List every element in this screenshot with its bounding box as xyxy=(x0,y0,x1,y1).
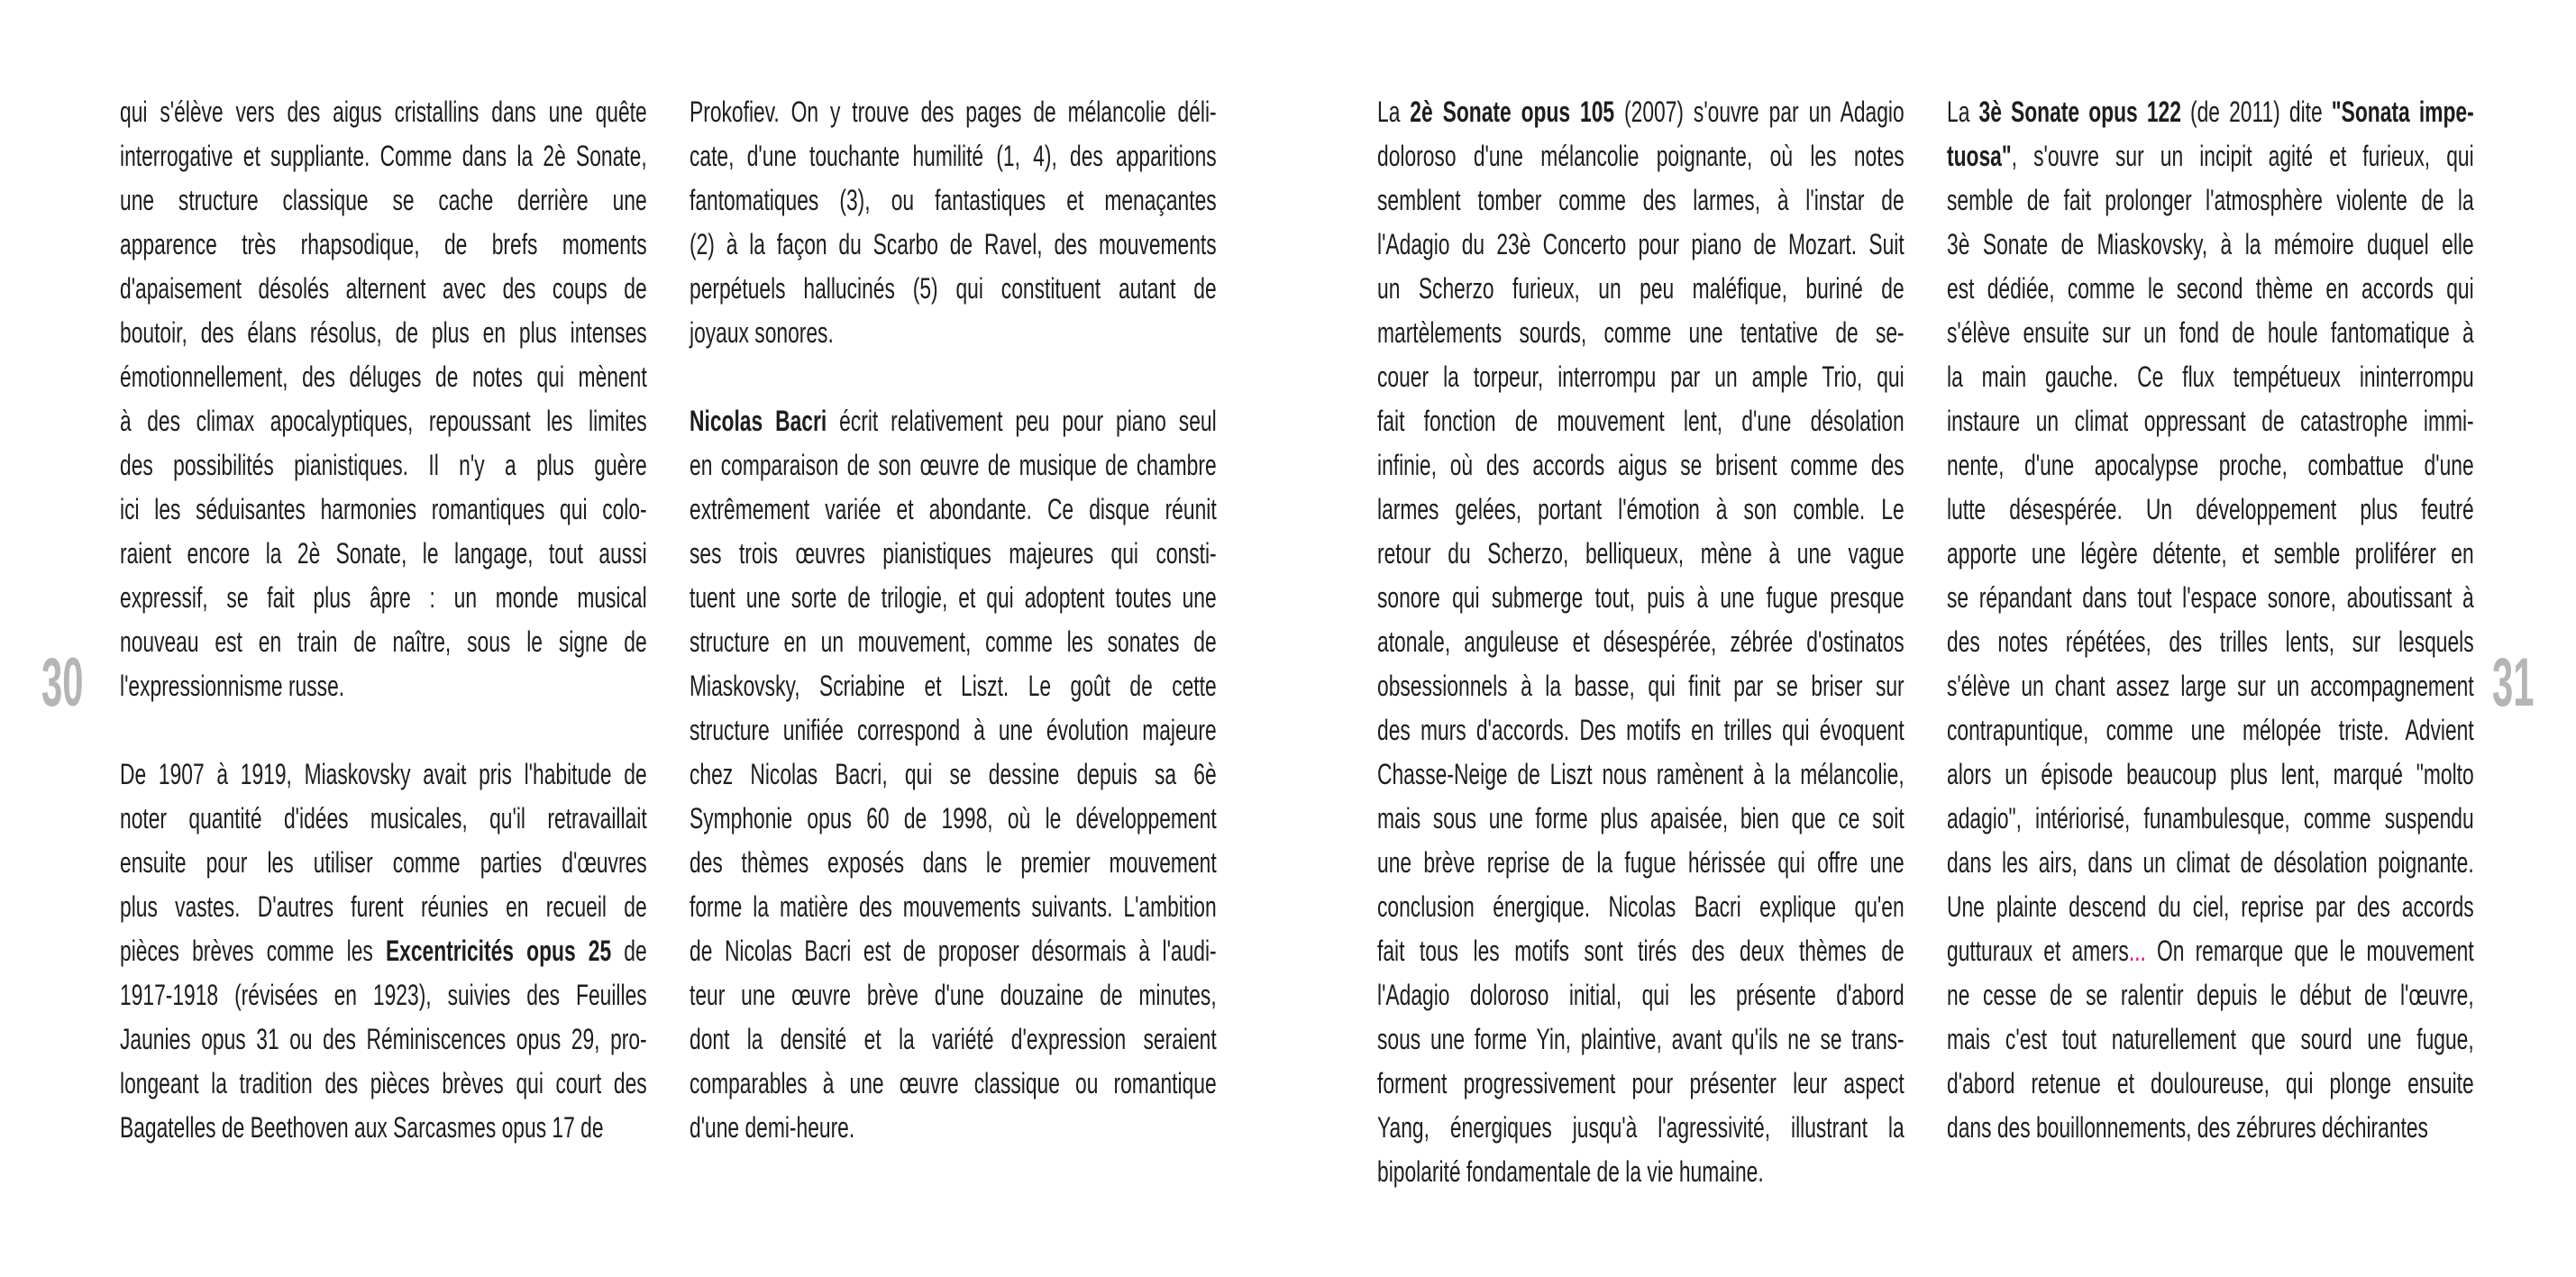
text-line: La 2è Sonate opus 105 (2007) s'ouvre par un Adagio xyxy=(1377,96,1905,128)
text-line: extrêmement variée et abondante. Ce disque réunit xyxy=(690,493,1217,525)
text-line: apparence très rhapsodique, de brefs moments xyxy=(120,228,647,260)
text-line: Symphonie opus 60 de 1998, où le développement xyxy=(690,802,1217,835)
text-line: Yang, énergiques jusqu'à l'agressivité, illustrant la xyxy=(1377,1111,1905,1144)
text-line: l'expressionnisme russe. xyxy=(120,670,345,702)
text-line: structure unifiée correspond à une évolution majeure xyxy=(690,714,1217,746)
text-line: ses trois œuvres pianistiques majeures qui consti- xyxy=(690,537,1217,570)
text-line: martèlements sourds, comme une tentative de se- xyxy=(1377,316,1905,349)
text-line: des notes répétées, des trilles lents, sur lesquels xyxy=(1947,625,2474,658)
text-line: une brève reprise de la fugue hérissée qui offre une xyxy=(1377,846,1905,879)
text-line: (2) à la façon du Scarbo de Ravel, des mouvements xyxy=(690,228,1217,260)
text-line: un Scherzo furieux, un peu maléfique, buriné de xyxy=(1377,272,1905,305)
text-line: contrapuntique, comme une mélopée triste. Advient xyxy=(1947,714,2474,746)
paragraph xyxy=(1947,90,2474,1150)
text-line: forme la matière des mouvements suivants. L'ambition xyxy=(690,890,1217,923)
text-line: forment progressivement pour présenter leur aspect xyxy=(1377,1067,1905,1099)
text-line: des thèmes exposés dans le premier mouvement xyxy=(690,846,1217,879)
text-line: une structure classique se cache derrière une xyxy=(120,184,647,216)
text-line: dont la densité et la variété d'expression seraient xyxy=(690,1023,1217,1055)
text-column-2-content xyxy=(690,90,1217,1150)
paragraph xyxy=(690,399,1217,1150)
text-line: larmes gelées, portant l'émotion à son comble. Le xyxy=(1377,493,1905,525)
text-line: semble de fait prolonger l'atmosphère violente de la xyxy=(1947,184,2474,216)
text-line: sous une forme Yin, plaintive, avant qu'ils ne se trans- xyxy=(1377,1023,1905,1055)
text-column-3-content xyxy=(1377,90,1905,1194)
text-line: s'élève un chant assez large sur un accompagnement xyxy=(1947,670,2474,702)
text-line: semblent tomber comme des larmes, à l'instar de xyxy=(1377,184,1905,216)
text-line: La 3è Sonate opus 122 (de 2011) dite "Sonata impe- xyxy=(1947,96,2474,128)
text-line: de Nicolas Bacri est de proposer désormais à l'audi- xyxy=(690,935,1217,967)
text-line: noter quantité d'idées musicales, qu'il retravaillait xyxy=(120,802,647,835)
text-column-4-content xyxy=(1947,90,2474,1150)
text-line: teur une œuvre brève d'une douzaine de minutes, xyxy=(690,979,1217,1011)
text-line: Bagatelles de Beethoven aux Sarcasmes opus 17 de xyxy=(120,1111,604,1144)
text-line: Jaunies opus 31 ou des Réminiscences opus 29, pro- xyxy=(120,1023,647,1055)
text-line: Une plainte descend du ciel, reprise par des accords xyxy=(1947,890,2474,923)
text-line: tuosa", s'ouvre sur un incipit agité et furieux, qui xyxy=(1947,140,2474,172)
text-line: mais sous une forme plus apaisée, bien que ce soit xyxy=(1377,802,1905,835)
text-line: est dédiée, comme le second thème en accords qui xyxy=(1947,272,2474,305)
text-line: Prokofiev. On y trouve des pages de mélancolie déli- xyxy=(690,96,1217,128)
text-line: plus vastes. D'autres furent réunies en recueil de xyxy=(120,890,647,923)
text-line: interrogative et suppliante. Comme dans la 2è Sonate, xyxy=(120,140,647,172)
text-line: ici les séduisantes harmonies romantiques qui colo- xyxy=(120,493,647,525)
text-line: Miaskovsky, Scriabine et Liszt. Le goût de cette xyxy=(690,670,1217,702)
text-line: ensuite pour les utiliser comme parties d'œuvres xyxy=(120,846,647,879)
text-line: longeant la tradition des pièces brèves qui court des xyxy=(120,1067,647,1099)
text-line: en comparaison de son œuvre de musique de chambre xyxy=(690,449,1217,481)
text-line: s'élève ensuite sur un fond de houle fantomatique à xyxy=(1947,316,2474,349)
text-line: retour du Scherzo, belliqueux, mène à une vague xyxy=(1377,537,1905,570)
paragraph xyxy=(120,753,647,1150)
pink-ellipsis: ... xyxy=(2128,935,2146,967)
text-column-2 xyxy=(690,90,1217,1150)
text-line: qui s'élève vers des aigus cristallins dans une quête xyxy=(120,96,647,128)
text-line: sonore qui submerge tout, puis à une fugue presque xyxy=(1377,581,1905,614)
text-line: instaure un climat oppressant de catastrophe immi- xyxy=(1947,405,2474,437)
text-line: De 1907 à 1919, Miaskovsky avait pris l'habitude de xyxy=(120,758,647,790)
text-line: obsessionnels à la basse, qui finit par se briser sur xyxy=(1377,670,1905,702)
text-line: raient encore la 2è Sonate, le langage, tout aussi xyxy=(120,537,647,570)
text-column-1-content xyxy=(120,90,647,1150)
text-line: perpétuels hallucinés (5) qui constituent autant de xyxy=(690,272,1217,305)
text-line: des possibilités pianistiques. Il n'y a plus guère xyxy=(120,449,647,481)
text-line: couer la torpeur, interrompu par un ample Trio, qui xyxy=(1377,360,1905,393)
text-line: pièces brèves comme les Excentricités opus 25 de xyxy=(120,935,647,967)
text-line: dans les airs, dans un climat de désolation poignante. xyxy=(1947,846,2474,879)
text-line: se répandant dans tout l'espace sonore, aboutissant à xyxy=(1947,581,2474,614)
text-line: gutturaux et amers... On remarque que le mouvement xyxy=(1947,935,2474,967)
text-line: Nicolas Bacri écrit relativement peu pour piano seul xyxy=(690,405,1217,437)
text-line: structure en un mouvement, comme les sonates de xyxy=(690,625,1217,658)
text-line: joyaux sonores. xyxy=(690,316,834,349)
text-line: apporte une légère détente, et semble proliférer en xyxy=(1947,537,2474,570)
text-line: Chasse-Neige de Liszt nous ramènent à la mélancolie, xyxy=(1377,758,1905,790)
text-line: d'une demi-heure. xyxy=(690,1111,855,1144)
text-column-1 xyxy=(120,90,647,1150)
text-line: boutoir, des élans résolus, de plus en plus intenses xyxy=(120,316,647,349)
text-line: ne cesse de se ralentir depuis le début de l'œuvre, xyxy=(1947,979,2474,1011)
text-line: à des climax apocalyptiques, repoussant les limites xyxy=(120,405,647,437)
text-line: nouveau est en train de naître, sous le signe de xyxy=(120,625,647,658)
text-line: fait tous les motifs sont tirés des deux thèmes de xyxy=(1377,935,1905,967)
text-line: chez Nicolas Bacri, qui se dessine depuis sa 6è xyxy=(690,758,1217,790)
page-number-left: 30 xyxy=(41,644,84,721)
text-line: doloroso d'une mélancolie poignante, où les notes xyxy=(1377,140,1905,172)
text-line: expressif, se fait plus âpre : un monde musical xyxy=(120,581,647,614)
text-line: alors un épisode beaucoup plus lent, marqué "molto xyxy=(1947,758,2474,790)
text-line: émotionnellement, des déluges de notes qui mènent xyxy=(120,360,647,393)
text-line: nente, d'une apocalypse proche, combattue d'une xyxy=(1947,449,2474,481)
text-line: lutte désespérée. Un développement plus feutré xyxy=(1947,493,2474,525)
paragraph xyxy=(1377,90,1905,1194)
text-line: d'apaisement désolés alternent avec des coups de xyxy=(120,272,647,305)
paragraph xyxy=(120,90,647,708)
text-line: comparables à une œuvre classique ou romantique xyxy=(690,1067,1217,1099)
text-line: atonale, anguleuse et désespérée, zébrée d'ostinatos xyxy=(1377,625,1905,658)
text-column-3 xyxy=(1377,90,1905,1194)
text-line: fait fonction de mouvement lent, d'une désolation xyxy=(1377,405,1905,437)
text-line: l'Adagio doloroso initial, qui les présente d'abord xyxy=(1377,979,1905,1011)
text-line: 1917-1918 (révisées en 1923), suivies des Feuilles xyxy=(120,979,647,1011)
text-line: des murs d'accords. Des motifs en trilles qui évoquent xyxy=(1377,714,1905,746)
text-line: fantomatiques (3), ou fantastiques et menaçantes xyxy=(690,184,1217,216)
paragraph xyxy=(690,90,1217,355)
page-number-right: 31 xyxy=(2492,644,2535,721)
text-line: infinie, où des accords aigus se brisent comme des xyxy=(1377,449,1905,481)
text-column-4 xyxy=(1947,90,2474,1150)
text-line: dans des bouillonnements, des zébrures déchirantes xyxy=(1947,1111,2428,1144)
text-line: adagio", intériorisé, funambulesque, comme suspendu xyxy=(1947,802,2474,835)
text-line: tuent une sorte de trilogie, et qui adoptent toutes une xyxy=(690,581,1217,614)
text-line: d'abord retenue et douloureuse, qui plonge ensuite xyxy=(1947,1067,2474,1099)
text-line: l'Adagio du 23è Concerto pour piano de Mozart. Suit xyxy=(1377,228,1905,260)
text-line: conclusion énergique. Nicolas Bacri explique qu'en xyxy=(1377,890,1905,923)
text-line: 3è Sonate de Miaskovsky, à la mémoire duquel elle xyxy=(1947,228,2474,260)
text-line: cate, d'une touchante humilité (1, 4), des apparitions xyxy=(690,140,1217,172)
text-line: mais c'est tout naturellement que sourd une fugue, xyxy=(1947,1023,2474,1055)
text-line: la main gauche. Ce flux tempétueux ininterrompu xyxy=(1947,360,2474,393)
text-line: bipolarité fondamentale de la vie humaine. xyxy=(1377,1155,1764,1188)
